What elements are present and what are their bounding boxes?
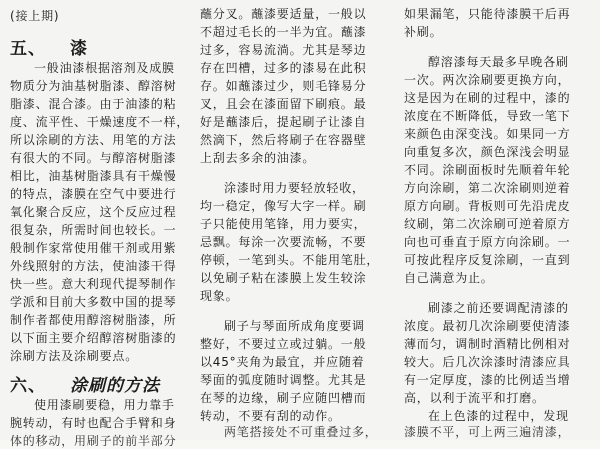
text-line: 不同。涂刷面板时先顺着年轮 [404, 163, 571, 177]
text-line: 以45°夹角为最宜，并应随着 [200, 355, 365, 369]
text-line: 漆膜不平，可上两三遍清漆， [404, 425, 571, 439]
text-line: 转动，不要有刮的动作。 [200, 409, 341, 423]
text-line: 叉，且会在漆面留下刷痕。最 [200, 97, 367, 111]
text-line: 来颜色由深变浅。如果同一方 [404, 127, 571, 141]
text-line: 刷子与琴面所成角度要调 [224, 319, 365, 333]
text-line: 氧化聚合反应，这个反应过程 [10, 205, 177, 219]
text-line: 这是因为在刷的过程中，漆的 [404, 91, 571, 105]
section-5-title: 漆 [70, 39, 88, 59]
text-line: 蘸分叉。蘸漆要适量，一般以 [200, 7, 367, 21]
text-line: 制作者都使用醇溶树脂漆，所 [10, 313, 177, 327]
section-6-title: 涂刷的方法 [70, 376, 160, 396]
text-line: 有一定厚度，漆的比例适当增 [404, 373, 571, 387]
section-5-heading [10, 39, 88, 59]
text-line: 快一些。意大利现代提琴制作 [10, 277, 177, 291]
text-line: 向也可垂直于原方向涂刷。一 [404, 235, 571, 249]
text-line: 原方向刷。背板则可先沿虎皮 [404, 199, 571, 213]
text-line: 方向涂刷，第二次涂刷则逆着 [404, 181, 571, 195]
text-line: 过多，容易流淌。尤其是琴边 [200, 43, 367, 57]
text-line: 停顿，一笔到头。不能用笔肚， [200, 253, 380, 267]
text-line: 均一稳定，像写大字一样。刷 [200, 199, 367, 213]
text-line: 可按此程序反复涂刷，一直到 [404, 253, 571, 267]
text-line: 好是蘸漆后，提起刷子让漆自 [200, 115, 367, 129]
text-line: 在上色漆的过程中，发现 [428, 409, 569, 423]
text-line: 外线照射的方法，使油漆干得 [10, 259, 177, 273]
column-2 [200, 0, 380, 440]
text-line: 所以涂刷的方法、用笔的方法 [10, 133, 177, 147]
text-line: 现象。 [200, 289, 239, 303]
text-line: 浓度。最初几次涂刷要使清漆 [404, 319, 571, 333]
text-line: 涂刷方法及涂刷要点。 [10, 349, 139, 363]
section-6-heading [10, 376, 160, 396]
text-line: 存在凹槽，过多的漆易在此积 [200, 61, 367, 75]
text-line: 薄而匀，调制时酒精比例相对 [404, 337, 571, 351]
column-3 [404, 0, 592, 440]
text-line: 整好，不要过立或过躺。一般 [200, 337, 367, 351]
text-line: 高，以利于流平和打磨。 [404, 391, 545, 405]
text-line: 较大。后几次涂漆时清漆应具 [404, 355, 571, 369]
text-line: 腕转动，有时也配合手臂和身 [10, 416, 177, 430]
text-line: 琴面的弧度随时调整。尤其是 [200, 373, 367, 387]
text-line: 两笔搭接处不可重叠过多， [224, 425, 378, 439]
text-line: 度、流平性、干燥速度不一样， [10, 115, 190, 129]
text-line: 自己满意为止。 [404, 271, 494, 285]
text-line: 的特点，漆膜在空气中要进行 [10, 187, 177, 201]
text-line: 然滴下，然后将刷子在容器壁 [200, 133, 367, 147]
text-line: 醇溶漆每天最多早晚各刷 [428, 55, 569, 69]
text-line: 学派和目前大多数中国的提琴 [10, 295, 177, 309]
text-line: 一般油漆根据溶剂及成膜 [34, 61, 175, 75]
column-1 [10, 0, 190, 448]
text-line: 在琴的边缘，刷子应随凹槽而 [200, 391, 367, 405]
text-line: 一次。两次涂刷要更换方向， [404, 73, 571, 87]
text-line: 以下面主要介绍醇溶树脂漆的 [10, 331, 177, 345]
text-line: 向重复多次，颜色深浅会明显 [404, 145, 571, 159]
text-line: 不超过毛长的一半为宜。蘸漆 [200, 25, 367, 39]
text-line: 使用漆刷要稳，用力靠手 [34, 398, 175, 412]
continued-from-previous-issue: (接上期) [10, 9, 60, 23]
text-line: 浓度在不断降低，导致一笔下 [404, 109, 571, 123]
text-line: 涂漆时用力要轻放轻收， [224, 181, 365, 195]
text-line: 有很大的不同。与醇溶树脂漆 [10, 151, 177, 165]
text-line: 般制作家常使用催干剂或用紫 [10, 241, 177, 255]
text-line: 纹刷，第二次涂刷可逆着原方 [404, 217, 571, 231]
text-line: 存。如蘸漆过少，则毛锋易分 [200, 79, 367, 93]
text-line: 如果漏笔，只能待漆膜干后再 [404, 7, 571, 21]
text-line: 体的移动，用刷子的前半部分 [10, 434, 177, 448]
text-line: 相比，油基树脂漆具有干燥慢 [10, 169, 177, 183]
text-line: 物质分为油基树脂漆、醇溶树 [10, 79, 177, 93]
text-line: 上刮去多余的油漆。 [200, 151, 316, 165]
text-line: 补刷。 [404, 25, 443, 39]
text-line: 以免刷子粘在漆膜上发生较涂 [200, 271, 367, 285]
text-line: 很复杂，所需时间也较长。一 [10, 223, 177, 237]
text-line: 子只能使用笔锋，用力要实， [200, 217, 367, 231]
section-6-number: 六、 [10, 376, 46, 396]
section-5-number: 五、 [10, 39, 46, 59]
text-line: 脂漆、混合漆。由于油漆的粘 [10, 97, 177, 111]
text-line: 刷漆之前还要调配清漆的 [428, 301, 569, 315]
text-line: 忌飘。每涂一次要流畅，不要 [200, 235, 367, 249]
